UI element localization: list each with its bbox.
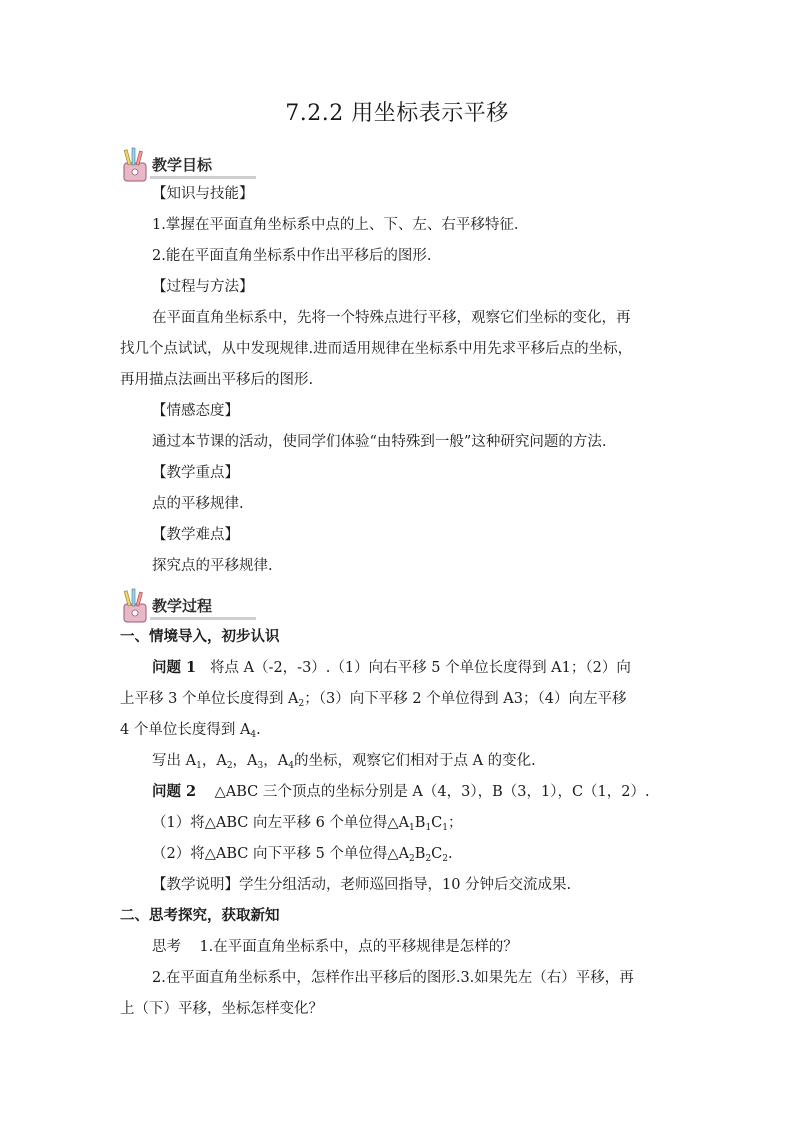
- section-label: 教学过程: [152, 597, 213, 615]
- question2-item: （2）将△ABC 向下平移 5 个单位得$\triangle A_2B_2C_2$.: [152, 846, 453, 864]
- knowledge-heading: 【知识与技能】: [152, 186, 254, 202]
- difficulty-text: 探究点的平移规律.: [152, 558, 273, 574]
- question1-label: 问题 1: [152, 659, 197, 676]
- key-heading: 【教学重点】: [152, 465, 239, 481]
- instruction-text: 的坐标，观察它们相对于点 A 的变化.: [293, 753, 536, 769]
- think-line: 上（下）平移，坐标怎样变化？: [120, 1001, 323, 1017]
- knowledge-item: 1.掌握在平面直角坐标系中点的上、下、左、右平移特征.: [152, 217, 519, 233]
- think-label: 思考: [152, 939, 181, 955]
- emotion-text: 通过本节课的活动，使同学们体验“由特殊到一般”这种研究问题的方法.: [152, 434, 607, 450]
- question1-text: 将点 A（-2，-3）.（1）向右平移 5 个单位长度得到 A1；（2）向: [209, 660, 631, 676]
- think-line: [152, 937, 518, 957]
- knowledge-item: 2.能在平面直角坐标系中作出平移后的图形.: [152, 248, 432, 264]
- question1-text: 4 个单位长度得到 A: [120, 722, 251, 738]
- question2-line: [152, 782, 650, 802]
- question1-text: 上平移 3 个单位长度得到 A: [120, 691, 299, 707]
- question2-item-text: （2）将△ABC 向下平移 5 个单位得△A: [152, 846, 410, 862]
- section-badge-process: [118, 586, 258, 626]
- question2-item-text: （1）将△ABC 向左平移 6 个单位得△A: [152, 815, 410, 831]
- section-label: 教学目标: [152, 156, 213, 174]
- process-line: 找几个点试试，从中发现规律.进而适用规律在坐标系中用先求平移后点的坐标，: [120, 341, 633, 357]
- process-line: 再用描点法画出平移后的图形.: [120, 372, 314, 388]
- think-text: 1.在平面直角坐标系中，点的平移规律是怎样的？: [199, 939, 518, 955]
- process-heading: 【过程与方法】: [152, 279, 254, 295]
- pencil-cup-icon: [118, 586, 154, 626]
- difficulty-heading: 【教学难点】: [152, 527, 239, 543]
- think-line: 2.在平面直角坐标系中，怎样作出平移后的图形.3.如果先左（右）平移，再: [152, 970, 634, 986]
- teaching-note-label: 【教学说明】: [152, 877, 239, 893]
- instruction-text: 写出 A: [152, 753, 197, 769]
- question1-line: 4 个单位长度得到 $A_4$.: [120, 722, 261, 740]
- teaching-note: [152, 875, 571, 895]
- teaching-note-text: 学生分组活动，老师巡回指导，10 分钟后交流成果.: [239, 877, 572, 893]
- question1-instruction: 写出 $A_1$，$A_2$，$A_3$，$A_4$的坐标，观察它们相对于点 A 的变化.: [152, 753, 536, 771]
- emotion-heading: 【情感态度】: [152, 403, 239, 419]
- question2-item: （1）将△ABC 向左平移 6 个单位得$\triangle A_1B_1C_1$；: [152, 815, 463, 833]
- question2-text: △ABC 三个顶点的坐标分别是 A（4，3），B（3，1），C（1，2）.: [214, 784, 650, 800]
- badge-underline: [150, 617, 256, 620]
- process-line: 在平面直角坐标系中，先将一个特殊点进行平移，观察它们坐标的变化，再: [152, 310, 631, 326]
- question1-line: [152, 658, 631, 678]
- part2-heading: 二、思考探究，获取新知: [120, 908, 280, 924]
- question2-label: 问题 2: [152, 783, 197, 800]
- page-title: 7.2.2 用坐标表示平移: [285, 101, 509, 126]
- badge-underline: [150, 176, 256, 179]
- question1-text: ；（3）向下平移 2 个单位得到 A3；（4）向左平移: [304, 691, 627, 707]
- pencil-cup-icon: [118, 145, 154, 185]
- question1-line: 上平移 3 个单位长度得到 $A_2$；（3）向下平移 2 个单位得到 A3；（4）向左平移: [120, 691, 627, 709]
- key-text: 点的平移规律.: [152, 496, 244, 512]
- part1-heading: 一、情境导入，初步认识: [120, 629, 280, 645]
- section-badge-objectives: [118, 145, 258, 185]
